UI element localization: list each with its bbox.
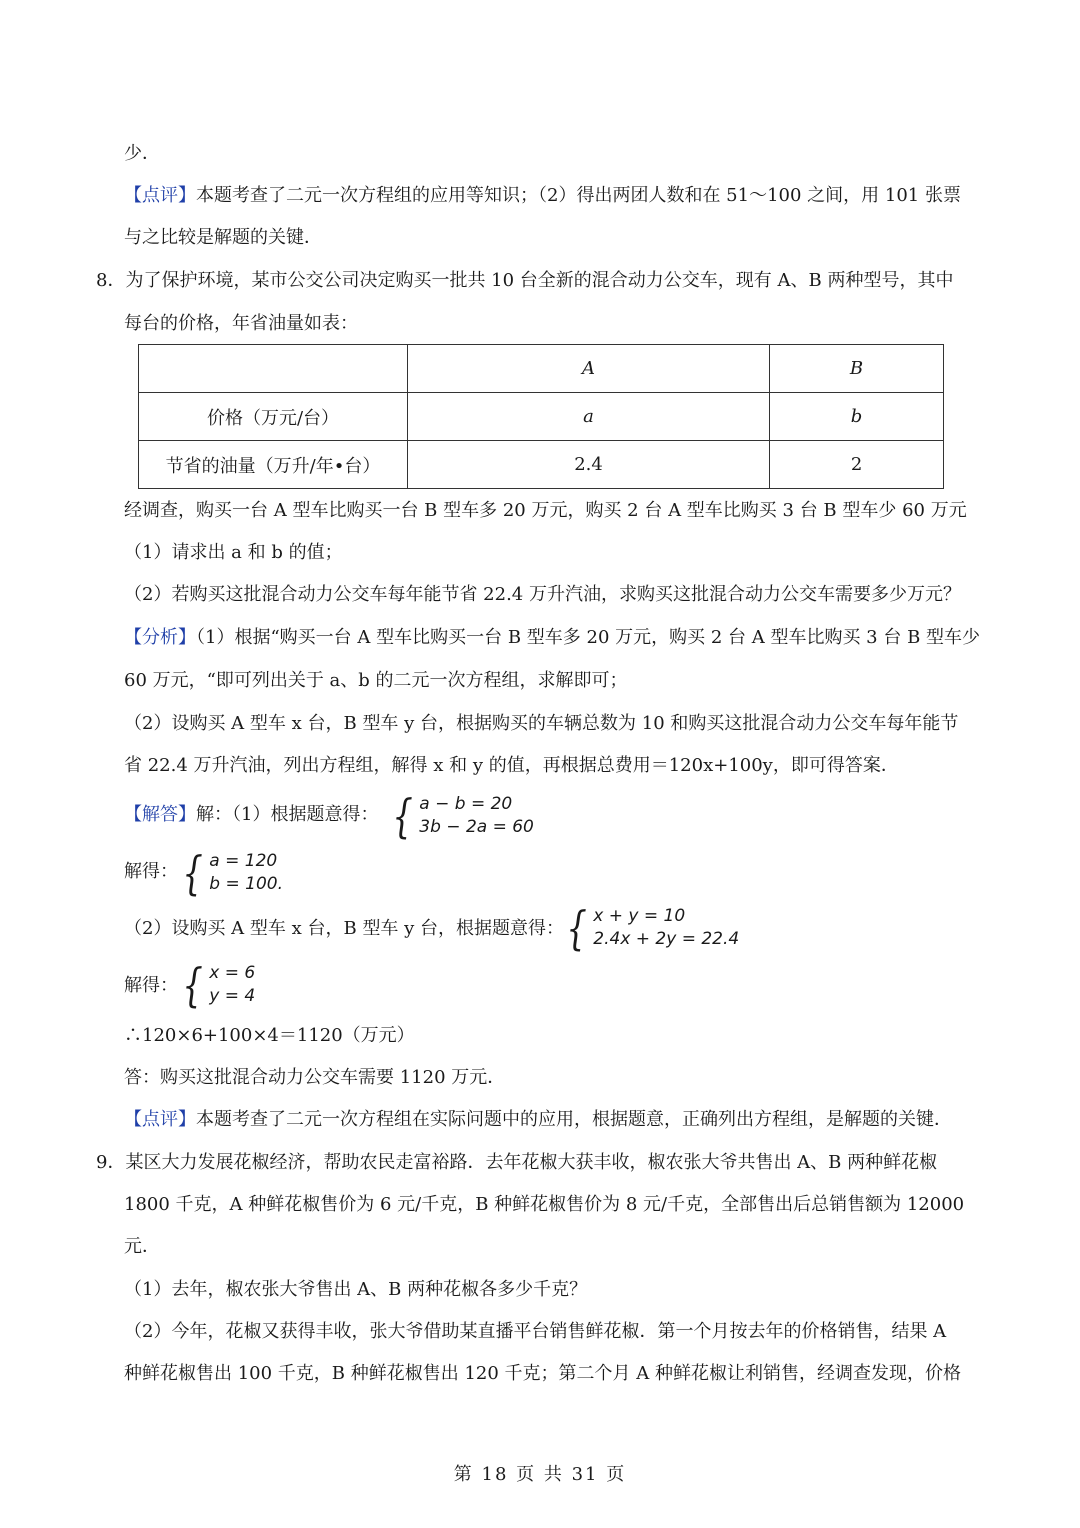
- table-row: [139, 393, 944, 441]
- table-cell: a: [408, 393, 770, 441]
- answer-tag: 【解答】: [124, 804, 196, 825]
- comment-tag: 【点评】: [124, 1109, 196, 1130]
- comment-tag: 【点评】: [124, 185, 196, 206]
- text-line: （1）去年，椒农张大爷售出 A、B 两种花椒各多少千克？: [124, 1279, 588, 1300]
- table-cell: [139, 345, 408, 393]
- brace-icon: {: [182, 958, 203, 1012]
- page-footer: 第 18 页 共 31 页: [453, 1464, 627, 1485]
- text-line: 解得：: [124, 975, 178, 996]
- equation-system: { x = 6 y = 4: [182, 958, 256, 1012]
- data-table: [138, 344, 944, 489]
- text-line: 元．: [124, 1236, 160, 1257]
- question-9-line: 9．某区大力发展花椒经济，帮助农民走富裕路．去年花椒大获丰收，椒农张大爷共售出 A、B 两种鲜花椒: [96, 1152, 938, 1173]
- question-8-line: 8．为了保护环境，某市公交公司决定购买一批共 10 台全新的混合动力公交车，现有 A、B 两种型号，其中: [96, 270, 954, 291]
- text-line: （1）请求出 a 和 b 的值；: [124, 542, 343, 563]
- equation-system: { a − b = 20 3b − 2a = 60: [392, 789, 534, 843]
- text-line: 60 万元，“即可列出关于 a、b 的二元一次方程组，求解即可；: [124, 670, 628, 691]
- equation-system: { x + y = 10 2.4x + 2y = 22.4: [566, 901, 740, 955]
- text-line: 1800 千克，A 种鲜花椒售价为 6 元/千克，B 种鲜花椒售价为 8 元/千克，全部售出后总销售额为 12000: [124, 1194, 965, 1215]
- text-line: （2）设购买 A 型车 x 台，B 型车 y 台，根据购买的车辆总数为 10 和购买这批混合动力公交车每年能节: [124, 713, 959, 734]
- text-line: 省 22.4 万升汽油，列出方程组，解得 x 和 y 的值，再根据总费用＝120x+100y，即可得答案．: [124, 755, 899, 776]
- comment-line: 【点评】本题考查了二元一次方程组在实际问题中的应用，根据题意，正确列出方程组，是解题的关键．: [124, 1109, 952, 1130]
- answer-line: 【解答】解：（1）根据题意得：: [124, 804, 379, 825]
- brace-icon: {: [182, 846, 203, 900]
- table-cell: B: [770, 345, 944, 393]
- brace-icon: {: [566, 901, 587, 955]
- analysis-tag: 【分析】: [124, 627, 196, 648]
- text-line: ∴120×6+100×4＝1120（万元）: [124, 1025, 415, 1046]
- text-line: 经调查，购买一台 A 型车比购买一台 B 型车多 20 万元，购买 2 台 A 型车比购买 3 台 B 型车少 60 万元: [124, 500, 967, 521]
- text-line: 与之比较是解题的关键．: [124, 227, 322, 248]
- analysis-line: 【分析】（1）根据“购买一台 A 型车比购买一台 B 型车多 20 万元，购买 2 台 A 型车比购买 3 台 B 型车少: [124, 627, 981, 648]
- table-cell: 2: [770, 441, 944, 489]
- text-line: 解得：: [124, 861, 178, 882]
- comment-line: 【点评】本题考查了二元一次方程组的应用等知识；（2）得出两团人数和在 51～100 之间，用 101 张票: [124, 185, 961, 206]
- table-cell: 节省的油量（万升/年•台）: [139, 441, 408, 489]
- table-cell: b: [770, 393, 944, 441]
- text-line: 答：购买这批混合动力公交车需要 1120 万元．: [124, 1067, 506, 1088]
- brace-icon: {: [392, 789, 413, 843]
- equation-system: { a = 120 b = 100.: [182, 846, 283, 900]
- table-cell: A: [408, 345, 770, 393]
- text-line: 种鲜花椒售出 100 千克，B 种鲜花椒售出 120 千克；第二个月 A 种鲜花椒让利销售，经调查发现，价格: [124, 1363, 961, 1384]
- text-line: （2）设购买 A 型车 x 台，B 型车 y 台，根据题意得：: [124, 918, 565, 939]
- text-line: （2）若购买这批混合动力公交车每年能节省 22.4 万升汽油，求购买这批混合动力公交车需要多少万元？: [124, 584, 961, 605]
- text-line: 少．: [124, 143, 160, 164]
- table-row: [139, 441, 944, 489]
- table-cell: 价格（万元/台）: [139, 393, 408, 441]
- table-header-row: [139, 345, 944, 393]
- text-line: （2）今年，花椒又获得丰收，张大爷借助某直播平台销售鲜花椒．第一个月按去年的价格销售，结果 A: [124, 1321, 947, 1342]
- table-cell: 2.4: [408, 441, 770, 489]
- text-line: 每台的价格，年省油量如表：: [124, 313, 358, 334]
